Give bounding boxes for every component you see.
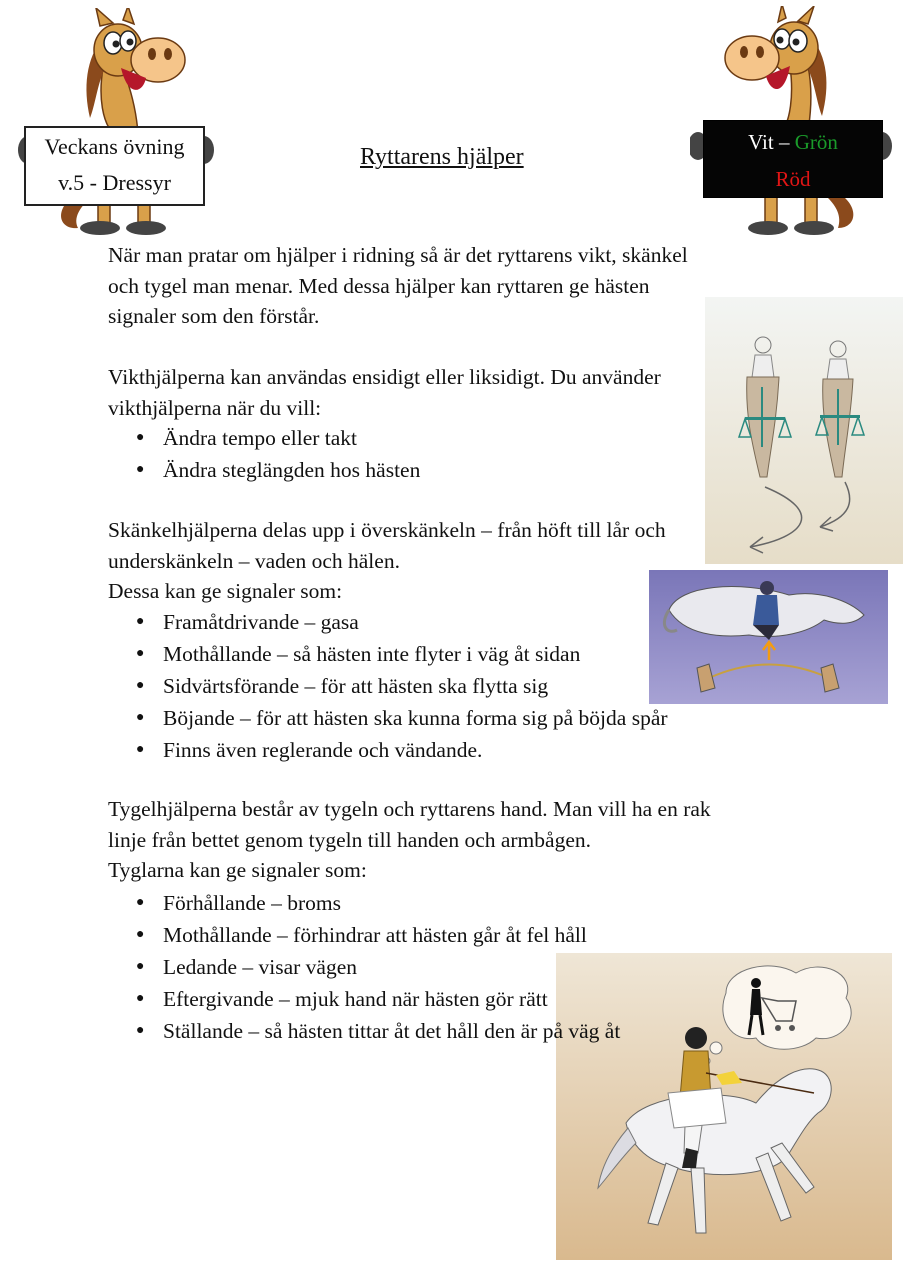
- page-title: Ryttarens hjälper: [360, 144, 524, 170]
- intro-line: och tygel man menar. Med dessa hjälper kan ryttaren ge hästen: [108, 273, 650, 298]
- list-item: ● Ändra steglängden hos hästen: [163, 454, 420, 486]
- level-white: Vit: [748, 130, 774, 154]
- list-item: ● Eftergivande – mjuk hand när hästen gör rätt: [163, 983, 620, 1015]
- rein-aids-line: Tygelhjälperna består av tygeln och ryttarens hand. Man vill ha en rak: [108, 797, 711, 821]
- weekly-exercise-line1: Veckans övning: [44, 134, 185, 159]
- leg-aids-illustration: [649, 570, 888, 704]
- list-item: ● Förhållande – broms: [163, 887, 620, 919]
- list-item: ● Ändra tempo eller takt: [163, 422, 420, 454]
- level-red: Röd: [775, 167, 811, 191]
- list-item: ● Mothållande – förhindrar att hästen går åt fel håll: [163, 919, 620, 951]
- leg-aids-list: [108, 606, 668, 766]
- list-item: ● Ställande – så hästen tittar åt det håll den är på väg åt: [163, 1015, 620, 1047]
- list-item: ● Böjande – för att hästen ska kunna forma sig på böjda spår: [163, 702, 668, 734]
- intro-line: När man pratar om hjälper i ridning så är det ryttarens vikt, skänkel: [108, 243, 688, 267]
- level-color-label: [703, 120, 883, 198]
- list-item: ● Finns även reglerande och vändande.: [163, 734, 668, 766]
- list-item: ● Ledande – visar vägen: [163, 951, 620, 983]
- level-green: Grön: [794, 130, 838, 154]
- intro-line: signaler som den förstår.: [108, 304, 320, 328]
- level-color-line1: [704, 121, 882, 161]
- weekly-exercise-label: [24, 126, 205, 206]
- rein-aids-line: Tyglarna kan ge signaler som:: [108, 858, 367, 882]
- leg-aids-paragraph: [108, 515, 666, 607]
- rein-aids-paragraph: [108, 794, 711, 886]
- intro-paragraph: [108, 240, 688, 332]
- weight-aids-paragraph: [108, 362, 661, 423]
- leg-aids-line: Dessa kan ge signaler som:: [108, 579, 343, 603]
- leg-aids-line: Skänkelhjälperna delas upp i överskänkeln – från höft till lår och: [108, 518, 666, 542]
- weight-aids-list: [108, 422, 420, 486]
- weight-aids-illustration: [705, 297, 903, 564]
- list-item: ● Framåtdrivande – gasa: [163, 606, 668, 638]
- rein-aids-line: linje från bettet genom tygeln till handen och armbågen.: [108, 827, 591, 852]
- list-item: ● Sidvärtsförande – för att hästen ska flytta sig: [163, 670, 668, 702]
- list-item: ● Mothållande – så hästen inte flyter i väg åt sidan: [163, 638, 668, 670]
- weight-aids-line: vikthjälperna när du vill:: [108, 395, 322, 420]
- weight-aids-line: Vikthjälperna kan användas ensidigt eller liksidigt. Du använder: [108, 365, 661, 389]
- weekly-exercise-line2: v.5 - Dressyr: [58, 170, 171, 195]
- leg-aids-line: underskänkeln – vaden och hälen.: [108, 548, 400, 573]
- level-dash: –: [773, 130, 795, 154]
- rein-aids-list: [108, 887, 620, 1047]
